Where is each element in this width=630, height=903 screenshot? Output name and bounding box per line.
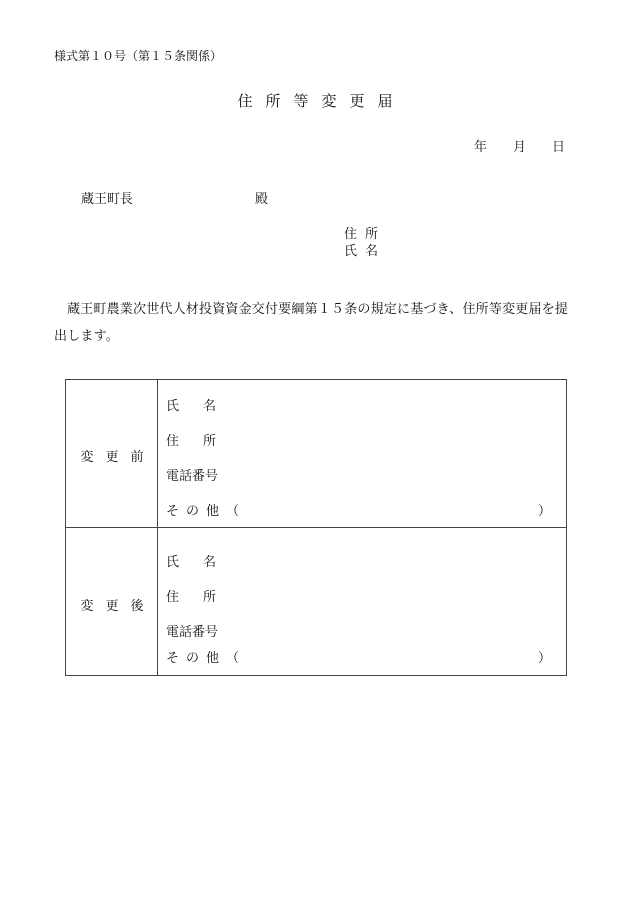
applicant-address-label: 住所 [344, 227, 387, 242]
after-other-label: その他（ [166, 651, 247, 666]
header-before-label: 変更前 [80, 450, 156, 465]
before-phone-label: 電話番号 [166, 469, 219, 484]
applicant-name-label: 氏名 [344, 244, 387, 259]
change-table [65, 379, 567, 676]
before-other-label: その他（ [166, 504, 247, 519]
addressee: 蔵王町長 [81, 192, 134, 207]
header-cell-after [66, 528, 158, 675]
body-text: 蔵王町農業次世代人材投資資金交付要綱第１５条の規定に基づき、住所等変更届を提出します。 [54, 302, 569, 344]
date-year-label: 年 [474, 140, 488, 155]
date-day-label: 日 [552, 140, 566, 155]
after-phone-label: 電話番号 [166, 625, 219, 640]
section-before-change [66, 380, 566, 528]
document-title: 住所等変更届 [237, 92, 406, 110]
after-address-label: 住所 [166, 590, 241, 605]
date-line [474, 136, 565, 155]
date-month-label: 月 [513, 140, 527, 155]
before-name-label: 氏名 [166, 399, 241, 414]
header-cell-before [66, 380, 158, 527]
after-name-label: 氏名 [166, 555, 241, 570]
form-number: 様式第１０号（第１５条関係） [54, 49, 223, 63]
header-after-label: 変更後 [80, 599, 156, 614]
honorific: 殿 [255, 192, 269, 207]
before-address-label: 住所 [166, 434, 241, 449]
section-after-change [66, 528, 566, 675]
before-other-close: ） [538, 504, 552, 519]
after-other-close: ） [538, 651, 552, 666]
